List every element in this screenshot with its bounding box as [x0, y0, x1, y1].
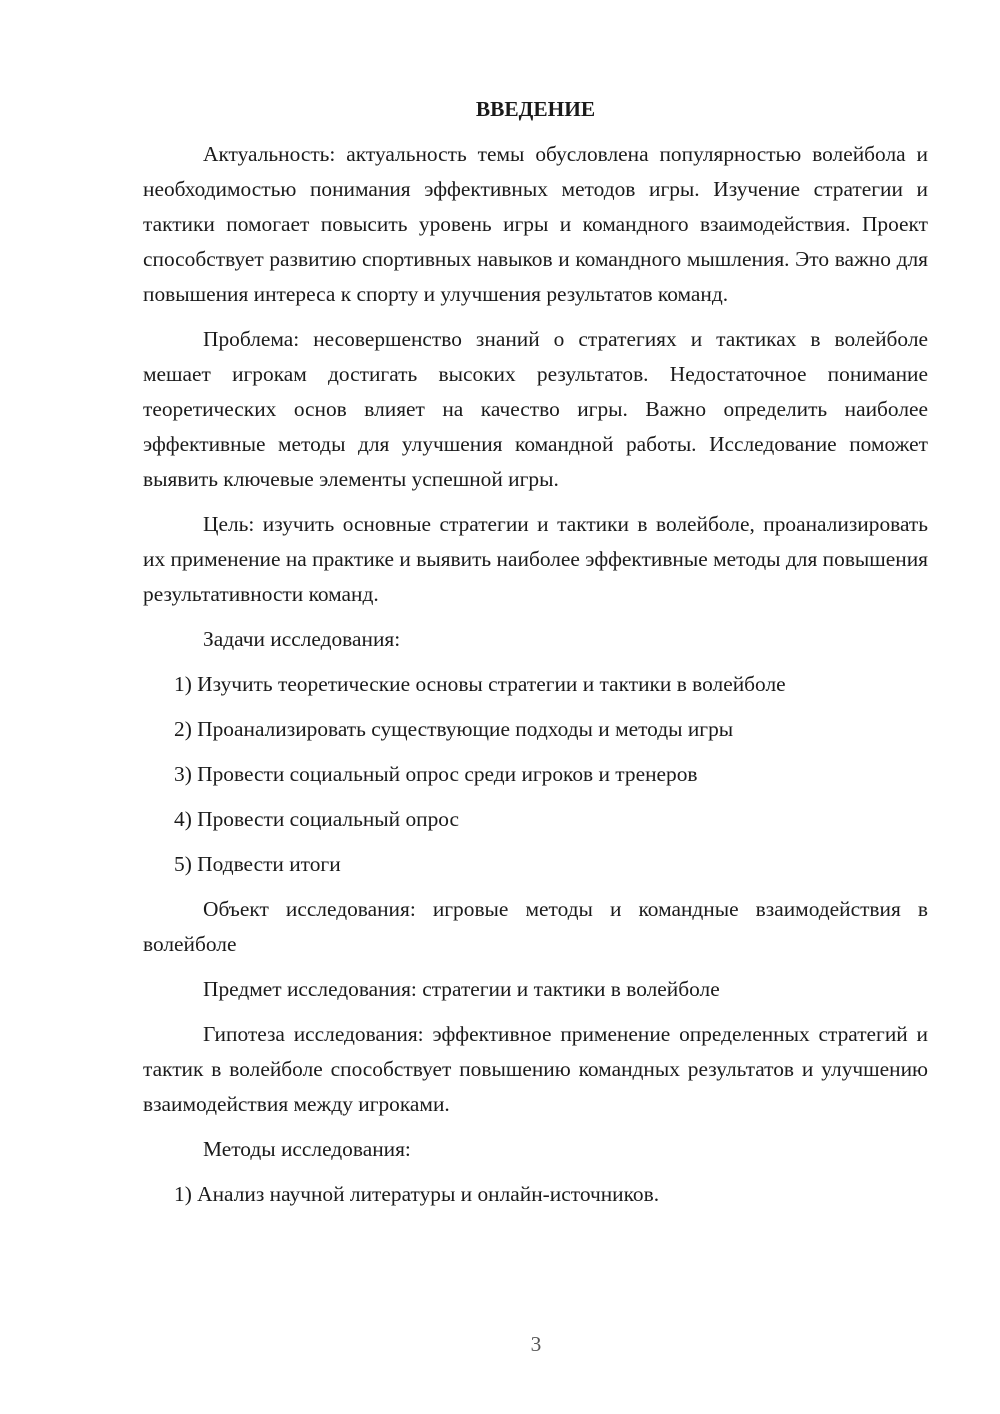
list-item: 5) Подвести итоги — [174, 852, 341, 876]
list-item: 1) Изучить теоретические основы стратегии и тактики в волейболе — [174, 672, 786, 696]
methods-heading: Методы исследования: — [203, 1137, 411, 1161]
list-item: 2) Проанализировать существующие подходы и методы игры — [174, 717, 734, 741]
page-number: 3 — [530, 1332, 542, 1356]
paragraph-problem: Проблема: несовершенство знаний о стратегиях и тактиках в волейболе мешает игрокам достигать высоких результатов. Недостаточное понимание теоретических основ влияет на качество игры. Важно определить наиболее эффективные методы для улучшения командной работы. Исследование поможет выявить ключевые элементы успешной игры. — [143, 327, 928, 491]
list-item: 4) Провести социальный опрос — [174, 807, 460, 831]
document-page — [143, 92, 928, 1222]
paragraph-subject: Предмет исследования: стратегии и тактики в волейболе — [203, 977, 720, 1001]
tasks-heading: Задачи исследования: — [203, 627, 401, 651]
paragraph-goal: Цель: изучить основные стратегии и тактики в волейболе, проанализировать их применение на практике и выявить наиболее эффективные методы для повышения результативности команд. — [143, 512, 928, 606]
tasks-list — [143, 667, 928, 882]
paragraph-relevance: Актуальность: актуальность темы обусловлена популярностью волейбола и необходимостью понимания эффективных методов игры. Изучение стратегии и тактики помогает повысить уровень игры и командного взаимодействия. Проект способствует развитию спортивных навыков и командного мышления. Это важно для повышения интереса к спорту и улучшения результатов команд. — [143, 142, 928, 306]
paragraph-hypothesis: Гипотеза исследования: эффективное применение определенных стратегий и тактик в волейболе способствует повышению командных результатов и улучшению взаимодействия между игроками. — [143, 1022, 928, 1116]
paragraph-object: Объект исследования: игровые методы и командные взаимодействия в волейболе — [143, 897, 928, 956]
list-item: 1) Анализ научной литературы и онлайн-источников. — [174, 1182, 660, 1206]
methods-list — [143, 1177, 928, 1212]
page-title: ВВЕДЕНИЕ — [475, 97, 596, 121]
list-item: 3) Провести социальный опрос среди игроков и тренеров — [174, 762, 698, 786]
